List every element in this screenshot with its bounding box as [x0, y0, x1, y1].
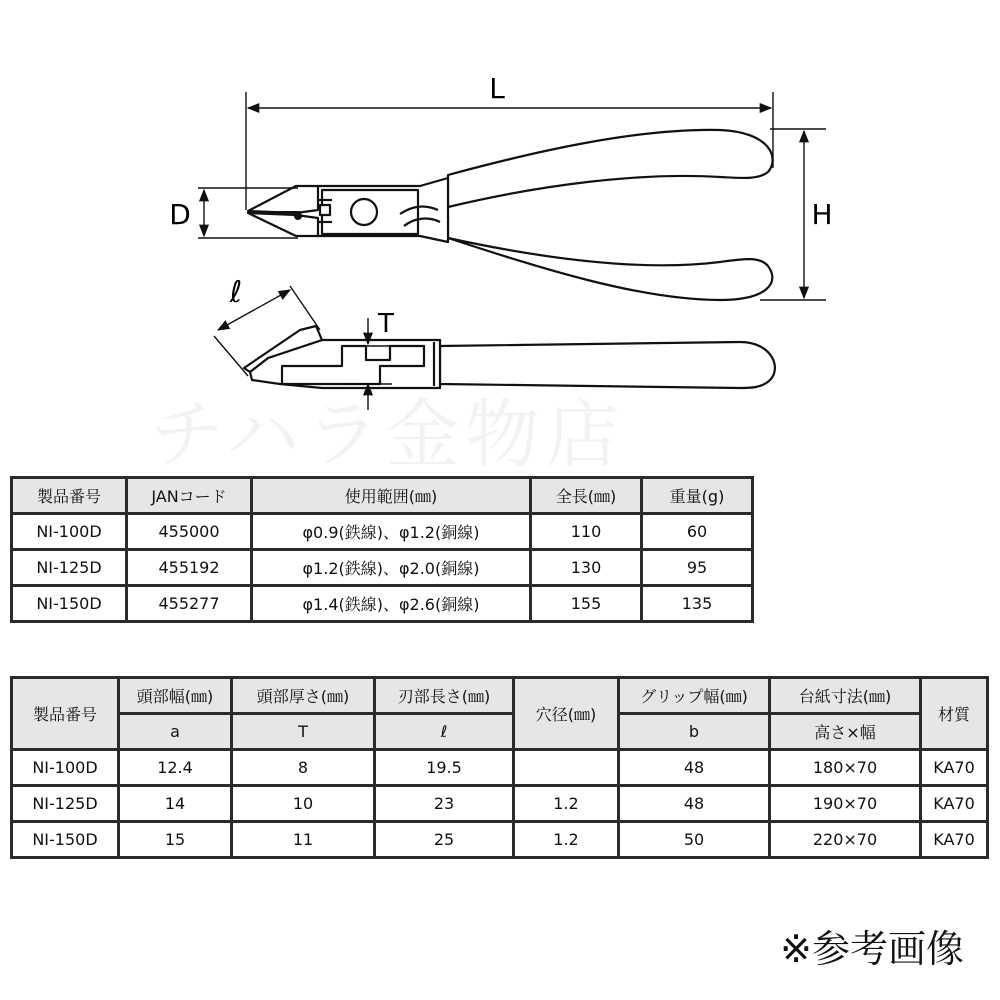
cell-weight: 60: [643, 515, 751, 548]
table2-header: グリップ幅(㎜): [620, 679, 768, 712]
cell-grip-width: 50: [620, 823, 768, 856]
cell-model: NI-150D: [13, 587, 125, 620]
cell-card-size: 190×70: [771, 787, 919, 820]
table-row: [13, 823, 986, 856]
table2-subheader: ℓ: [376, 715, 512, 748]
table1-header: 全長(㎜): [532, 479, 640, 512]
cell-card-size: 220×70: [771, 823, 919, 856]
table-row: [13, 551, 751, 584]
label-L: L: [489, 72, 505, 105]
table2-header: 頭部幅(㎜): [120, 679, 230, 712]
table2-header: 製品番号: [13, 679, 117, 748]
cell-blade-length: 19.5: [376, 751, 512, 784]
cell-range: φ1.4(鉄線)、φ2.6(銅線): [253, 587, 529, 620]
cell-model: NI-100D: [13, 515, 125, 548]
cell-hole-diameter: 1.2: [515, 787, 617, 820]
cell-jan: 455000: [128, 515, 250, 548]
table1-header: JANコード: [128, 479, 250, 512]
table-row: [13, 515, 751, 548]
cell-model: NI-150D: [13, 823, 117, 856]
cell-length: 155: [532, 587, 640, 620]
label-l: ℓ: [229, 275, 243, 310]
cell-head-width: 12.4: [120, 751, 230, 784]
spec-table-1: [10, 476, 754, 623]
cell-range: φ1.2(鉄線)、φ2.0(銅線): [253, 551, 529, 584]
table2-header: 穴径(㎜): [515, 679, 617, 748]
table1-header: 使用範囲(㎜): [253, 479, 529, 512]
table2-header: 材質: [922, 679, 986, 748]
spec-table-2: [10, 676, 989, 859]
pliers-top-view: [248, 130, 773, 300]
cell-grip-width: 48: [620, 751, 768, 784]
cell-material: KA70: [922, 787, 986, 820]
pliers-diagram: [0, 0, 1000, 440]
table1-header: 製品番号: [13, 479, 125, 512]
table-row: [13, 751, 986, 784]
cell-model: NI-100D: [13, 751, 117, 784]
cell-hole-diameter: 1.2: [515, 823, 617, 856]
table-row: [13, 787, 986, 820]
cell-head-width: 14: [120, 787, 230, 820]
table2-header: 刃部長さ(㎜): [376, 679, 512, 712]
table2-header: 台紙寸法(㎜): [771, 679, 919, 712]
table1-header-row: [13, 479, 751, 512]
label-T: T: [378, 309, 394, 339]
table2-header-row: [13, 679, 986, 712]
cell-head-thickness: 8: [233, 751, 373, 784]
cell-jan: 455277: [128, 587, 250, 620]
cell-model: NI-125D: [13, 787, 117, 820]
pliers-side-view: [244, 326, 775, 388]
table2-header: 頭部厚さ(㎜): [233, 679, 373, 712]
cell-head-thickness: 11: [233, 823, 373, 856]
cell-card-size: 180×70: [771, 751, 919, 784]
table2-subheader: T: [233, 715, 373, 748]
cell-jan: 455192: [128, 551, 250, 584]
cell-blade-length: 25: [376, 823, 512, 856]
cell-length: 110: [532, 515, 640, 548]
cell-head-thickness: 10: [233, 787, 373, 820]
cell-head-width: 15: [120, 823, 230, 856]
table1-header: 重量(g): [643, 479, 751, 512]
cell-hole-diameter: [515, 751, 617, 784]
cell-weight: 135: [643, 587, 751, 620]
table2-subheader: 高さ×幅: [771, 715, 919, 748]
cell-weight: 95: [643, 551, 751, 584]
cell-blade-length: 23: [376, 787, 512, 820]
cell-model: NI-125D: [13, 551, 125, 584]
label-H: H: [811, 198, 833, 231]
cell-length: 130: [532, 551, 640, 584]
table2-subheader: b: [620, 715, 768, 748]
cell-material: KA70: [922, 823, 986, 856]
cell-range: φ0.9(鉄線)、φ1.2(銅線): [253, 515, 529, 548]
cell-material: KA70: [922, 751, 986, 784]
table2-subheader: a: [120, 715, 230, 748]
cell-grip-width: 48: [620, 787, 768, 820]
shop-watermark: チハラ金物店: [150, 392, 626, 478]
table-row: [13, 587, 751, 620]
table2-subheader-row: [13, 715, 986, 748]
reference-image-note: ※参考画像: [780, 927, 964, 971]
label-D: D: [169, 198, 191, 231]
